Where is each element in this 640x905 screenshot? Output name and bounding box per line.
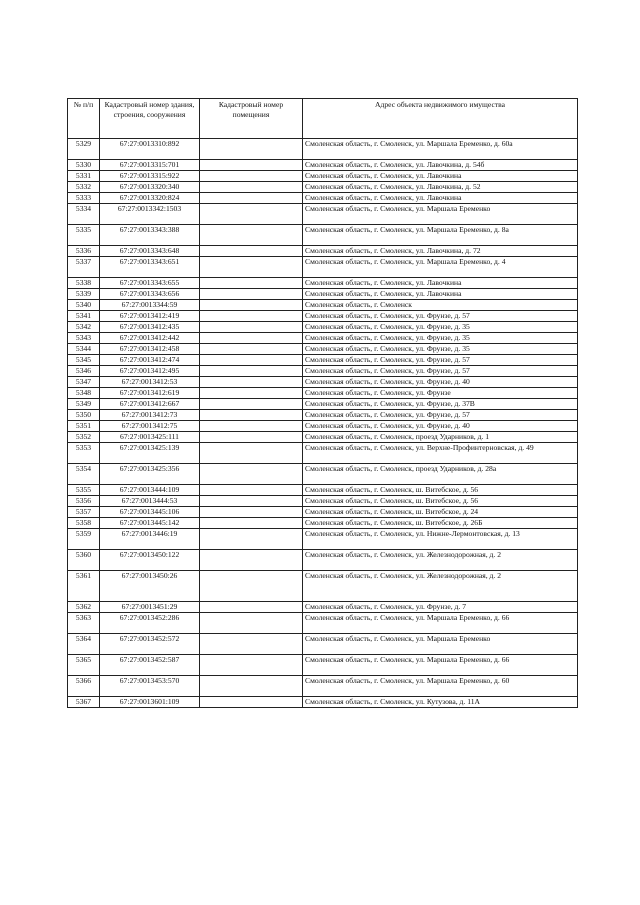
property-address: Смоленская область, г. Смоленск, ул. Фрунзе, д. 35 bbox=[303, 344, 578, 355]
table-row bbox=[68, 421, 578, 432]
property-address: Смоленская область, г. Смоленск, ул. Лавочкина, д. 54б bbox=[303, 160, 578, 171]
property-address: Смоленская область, г. Смоленск, ул. Лавочкина, д. 72 bbox=[303, 246, 578, 257]
property-address: Смоленская область, г. Смоленск, ул. Фрунзе, д. 37В bbox=[303, 399, 578, 410]
building-cadastral-number: 67:27:0013601:109 bbox=[100, 697, 200, 708]
premises-cadastral-number bbox=[200, 507, 303, 518]
premises-cadastral-number bbox=[200, 388, 303, 399]
table-row bbox=[68, 388, 578, 399]
property-address: Смоленская область, г. Смоленск, ул. Железнодорожная, д. 2 bbox=[303, 550, 578, 571]
property-address: Смоленская область, г. Смоленск, ул. Маршала Еременко bbox=[303, 634, 578, 655]
building-cadastral-number: 67:27:0013452:286 bbox=[100, 613, 200, 634]
row-number: 5340 bbox=[68, 300, 100, 311]
row-number: 5360 bbox=[68, 550, 100, 571]
premises-cadastral-number bbox=[200, 246, 303, 257]
row-number: 5336 bbox=[68, 246, 100, 257]
building-cadastral-number: 67:27:0013452:587 bbox=[100, 655, 200, 676]
row-number: 5365 bbox=[68, 655, 100, 676]
building-cadastral-number: 67:27:0013452:572 bbox=[100, 634, 200, 655]
property-address: Смоленская область, г. Смоленск, ул. Лавочкина bbox=[303, 278, 578, 289]
premises-cadastral-number bbox=[200, 160, 303, 171]
premises-cadastral-number bbox=[200, 443, 303, 464]
row-number: 5341 bbox=[68, 311, 100, 322]
premises-cadastral-number bbox=[200, 571, 303, 602]
table-row bbox=[68, 289, 578, 300]
premises-cadastral-number bbox=[200, 278, 303, 289]
property-address: Смоленская область, г. Смоленск, ул. Лавочкина, д. 52 bbox=[303, 182, 578, 193]
building-cadastral-number: 67:27:0013445:142 bbox=[100, 518, 200, 529]
row-number: 5361 bbox=[68, 571, 100, 602]
building-cadastral-number: 67:27:0013343:648 bbox=[100, 246, 200, 257]
property-address: Смоленская область, г. Смоленск, ул. Лавочкина bbox=[303, 171, 578, 182]
table-row bbox=[68, 550, 578, 571]
row-number: 5343 bbox=[68, 333, 100, 344]
table-body bbox=[68, 139, 578, 708]
premises-cadastral-number bbox=[200, 529, 303, 550]
building-cadastral-number: 67:27:0013412:474 bbox=[100, 355, 200, 366]
property-register-table bbox=[67, 98, 578, 708]
table-row bbox=[68, 464, 578, 485]
property-address: Смоленская область, г. Смоленск, ул. Фрунзе, д. 7 bbox=[303, 602, 578, 613]
table-row bbox=[68, 410, 578, 421]
premises-cadastral-number bbox=[200, 355, 303, 366]
property-address: Смоленская область, г. Смоленск, ул. Маршала Еременко, д. 60а bbox=[303, 139, 578, 160]
table-row bbox=[68, 311, 578, 322]
row-number: 5334 bbox=[68, 204, 100, 225]
property-address: Смоленская область, г. Смоленск, ул. Фрунзе, д. 35 bbox=[303, 333, 578, 344]
premises-cadastral-number bbox=[200, 399, 303, 410]
building-cadastral-number: 67:27:0013445:106 bbox=[100, 507, 200, 518]
property-address: Смоленская область, г. Смоленск, ул. Кутузова, д. 11А bbox=[303, 697, 578, 708]
header-address: Адрес объекта недвижимого имущества bbox=[303, 99, 578, 139]
property-address: Смоленская область, г. Смоленск, ул. Маршала Еременко, д. 8а bbox=[303, 225, 578, 246]
row-number: 5359 bbox=[68, 529, 100, 550]
building-cadastral-number: 67:27:0013412:619 bbox=[100, 388, 200, 399]
row-number: 5351 bbox=[68, 421, 100, 432]
table-row bbox=[68, 399, 578, 410]
header-number: № п/п bbox=[68, 99, 100, 139]
table-row bbox=[68, 257, 578, 278]
row-number: 5349 bbox=[68, 399, 100, 410]
premises-cadastral-number bbox=[200, 518, 303, 529]
property-address: Смоленская область, г. Смоленск, ул. Железнодорожная, д. 2 bbox=[303, 571, 578, 602]
building-cadastral-number: 67:27:0013412:53 bbox=[100, 377, 200, 388]
property-address: Смоленская область, г. Смоленск, ш. Витебское, д. 56 bbox=[303, 496, 578, 507]
property-address: Смоленская область, г. Смоленск, ул. Верхне-Профинтерновская, д. 49 bbox=[303, 443, 578, 464]
building-cadastral-number: 67:27:0013446:19 bbox=[100, 529, 200, 550]
table-row bbox=[68, 139, 578, 160]
table-row bbox=[68, 366, 578, 377]
building-cadastral-number: 67:27:0013310:892 bbox=[100, 139, 200, 160]
row-number: 5338 bbox=[68, 278, 100, 289]
row-number: 5353 bbox=[68, 443, 100, 464]
row-number: 5355 bbox=[68, 485, 100, 496]
building-cadastral-number: 67:27:0013342:1503 bbox=[100, 204, 200, 225]
row-number: 5350 bbox=[68, 410, 100, 421]
property-address: Смоленская область, г. Смоленск, ш. Витебское, д. 56 bbox=[303, 485, 578, 496]
building-cadastral-number: 67:27:0013412:435 bbox=[100, 322, 200, 333]
building-cadastral-number: 67:27:0013425:356 bbox=[100, 464, 200, 485]
table-row bbox=[68, 529, 578, 550]
row-number: 5332 bbox=[68, 182, 100, 193]
row-number: 5358 bbox=[68, 518, 100, 529]
premises-cadastral-number bbox=[200, 204, 303, 225]
header-premises-cadastral: Кадастровый номер помещения bbox=[200, 99, 303, 139]
property-address: Смоленская область, г. Смоленск, проезд Ударников, д. 28а bbox=[303, 464, 578, 485]
building-cadastral-number: 67:27:0013343:388 bbox=[100, 225, 200, 246]
row-number: 5352 bbox=[68, 432, 100, 443]
row-number: 5367 bbox=[68, 697, 100, 708]
property-address: Смоленская область, г. Смоленск, ул. Маршала Еременко, д. 66 bbox=[303, 613, 578, 634]
table-row bbox=[68, 171, 578, 182]
building-cadastral-number: 67:27:0013343:651 bbox=[100, 257, 200, 278]
row-number: 5363 bbox=[68, 613, 100, 634]
building-cadastral-number: 67:27:0013450:26 bbox=[100, 571, 200, 602]
table-row bbox=[68, 355, 578, 366]
building-cadastral-number: 67:27:0013344:59 bbox=[100, 300, 200, 311]
building-cadastral-number: 67:27:0013425:139 bbox=[100, 443, 200, 464]
property-address: Смоленская область, г. Смоленск, ул. Фрунзе, д. 57 bbox=[303, 366, 578, 377]
row-number: 5344 bbox=[68, 344, 100, 355]
table-row bbox=[68, 377, 578, 388]
property-address: Смоленская область, г. Смоленск bbox=[303, 300, 578, 311]
premises-cadastral-number bbox=[200, 697, 303, 708]
building-cadastral-number: 67:27:0013425:111 bbox=[100, 432, 200, 443]
building-cadastral-number: 67:27:0013412:458 bbox=[100, 344, 200, 355]
row-number: 5348 bbox=[68, 388, 100, 399]
property-address: Смоленская область, г. Смоленск, ул. Маршала Еременко, д. 4 bbox=[303, 257, 578, 278]
premises-cadastral-number bbox=[200, 300, 303, 311]
premises-cadastral-number bbox=[200, 464, 303, 485]
premises-cadastral-number bbox=[200, 485, 303, 496]
property-address: Смоленская область, г. Смоленск, ул. Фрунзе, д. 57 bbox=[303, 311, 578, 322]
building-cadastral-number: 67:27:0013320:824 bbox=[100, 193, 200, 204]
building-cadastral-number: 67:27:0013451:29 bbox=[100, 602, 200, 613]
table-row bbox=[68, 322, 578, 333]
building-cadastral-number: 67:27:0013450:122 bbox=[100, 550, 200, 571]
building-cadastral-number: 67:27:0013315:701 bbox=[100, 160, 200, 171]
table-row bbox=[68, 602, 578, 613]
building-cadastral-number: 67:27:0013444:53 bbox=[100, 496, 200, 507]
building-cadastral-number: 67:27:0013412:73 bbox=[100, 410, 200, 421]
property-address: Смоленская область, г. Смоленск, ул. Фрунзе, д. 40 bbox=[303, 377, 578, 388]
table-row bbox=[68, 676, 578, 697]
property-address: Смоленская область, г. Смоленск, проезд Ударников, д. 1 bbox=[303, 432, 578, 443]
row-number: 5342 bbox=[68, 322, 100, 333]
row-number: 5345 bbox=[68, 355, 100, 366]
table-header-row bbox=[68, 99, 578, 139]
row-number: 5366 bbox=[68, 676, 100, 697]
premises-cadastral-number bbox=[200, 289, 303, 300]
table-row bbox=[68, 344, 578, 355]
building-cadastral-number: 67:27:0013412:667 bbox=[100, 399, 200, 410]
property-address: Смоленская область, г. Смоленск, ул. Фрунзе, д. 57 bbox=[303, 410, 578, 421]
table-row bbox=[68, 697, 578, 708]
table-row bbox=[68, 193, 578, 204]
table-row bbox=[68, 655, 578, 676]
row-number: 5330 bbox=[68, 160, 100, 171]
table-row bbox=[68, 278, 578, 289]
premises-cadastral-number bbox=[200, 366, 303, 377]
table-row bbox=[68, 571, 578, 602]
property-address: Смоленская область, г. Смоленск, ул. Фрунзе bbox=[303, 388, 578, 399]
row-number: 5331 bbox=[68, 171, 100, 182]
row-number: 5357 bbox=[68, 507, 100, 518]
premises-cadastral-number bbox=[200, 550, 303, 571]
table-row bbox=[68, 182, 578, 193]
header-building-cadastral: Кадастровый номер здания, строения, сооружения bbox=[100, 99, 200, 139]
building-cadastral-number: 67:27:0013444:109 bbox=[100, 485, 200, 496]
table-row bbox=[68, 634, 578, 655]
premises-cadastral-number bbox=[200, 311, 303, 322]
premises-cadastral-number bbox=[200, 344, 303, 355]
row-number: 5339 bbox=[68, 289, 100, 300]
premises-cadastral-number bbox=[200, 333, 303, 344]
premises-cadastral-number bbox=[200, 193, 303, 204]
premises-cadastral-number bbox=[200, 139, 303, 160]
premises-cadastral-number bbox=[200, 410, 303, 421]
table-row bbox=[68, 160, 578, 171]
premises-cadastral-number bbox=[200, 257, 303, 278]
table-row bbox=[68, 333, 578, 344]
building-cadastral-number: 67:27:0013453:570 bbox=[100, 676, 200, 697]
table-row bbox=[68, 507, 578, 518]
table-row bbox=[68, 613, 578, 634]
row-number: 5329 bbox=[68, 139, 100, 160]
premises-cadastral-number bbox=[200, 322, 303, 333]
property-address: Смоленская область, г. Смоленск, ул. Фрунзе, д. 35 bbox=[303, 322, 578, 333]
row-number: 5333 bbox=[68, 193, 100, 204]
row-number: 5354 bbox=[68, 464, 100, 485]
property-address: Смоленская область, г. Смоленск, ул. Лавочкина bbox=[303, 193, 578, 204]
premises-cadastral-number bbox=[200, 655, 303, 676]
property-address: Смоленская область, г. Смоленск, ул. Маршала Еременко, д. 66 bbox=[303, 655, 578, 676]
property-address: Смоленская область, г. Смоленск, ул. Фрунзе, д. 57 bbox=[303, 355, 578, 366]
property-address: Смоленская область, г. Смоленск, ул. Маршала Еременко, д. 60 bbox=[303, 676, 578, 697]
premises-cadastral-number bbox=[200, 602, 303, 613]
table-row bbox=[68, 518, 578, 529]
building-cadastral-number: 67:27:0013412:495 bbox=[100, 366, 200, 377]
premises-cadastral-number bbox=[200, 377, 303, 388]
premises-cadastral-number bbox=[200, 182, 303, 193]
building-cadastral-number: 67:27:0013343:656 bbox=[100, 289, 200, 300]
property-address: Смоленская область, г. Смоленск, ул. Лавочкина bbox=[303, 289, 578, 300]
table-row bbox=[68, 485, 578, 496]
property-address: Смоленская область, г. Смоленск, ул. Маршала Еременко bbox=[303, 204, 578, 225]
building-cadastral-number: 67:27:0013320:340 bbox=[100, 182, 200, 193]
row-number: 5347 bbox=[68, 377, 100, 388]
row-number: 5337 bbox=[68, 257, 100, 278]
table-row bbox=[68, 432, 578, 443]
property-address: Смоленская область, г. Смоленск, ш. Витебское, д. 24 bbox=[303, 507, 578, 518]
premises-cadastral-number bbox=[200, 634, 303, 655]
premises-cadastral-number bbox=[200, 496, 303, 507]
table-row bbox=[68, 204, 578, 225]
building-cadastral-number: 67:27:0013412:442 bbox=[100, 333, 200, 344]
building-cadastral-number: 67:27:0013412:419 bbox=[100, 311, 200, 322]
premises-cadastral-number bbox=[200, 225, 303, 246]
property-address: Смоленская область, г. Смоленск, ш. Витебское, д. 26Б bbox=[303, 518, 578, 529]
premises-cadastral-number bbox=[200, 613, 303, 634]
table-row bbox=[68, 300, 578, 311]
table-row bbox=[68, 225, 578, 246]
table-row bbox=[68, 443, 578, 464]
row-number: 5364 bbox=[68, 634, 100, 655]
row-number: 5346 bbox=[68, 366, 100, 377]
row-number: 5356 bbox=[68, 496, 100, 507]
property-address: Смоленская область, г. Смоленск, ул. Фрунзе, д. 40 bbox=[303, 421, 578, 432]
row-number: 5335 bbox=[68, 225, 100, 246]
building-cadastral-number: 67:27:0013315:922 bbox=[100, 171, 200, 182]
row-number: 5362 bbox=[68, 602, 100, 613]
table-row bbox=[68, 246, 578, 257]
premises-cadastral-number bbox=[200, 171, 303, 182]
building-cadastral-number: 67:27:0013412:75 bbox=[100, 421, 200, 432]
premises-cadastral-number bbox=[200, 432, 303, 443]
premises-cadastral-number bbox=[200, 676, 303, 697]
table-row bbox=[68, 496, 578, 507]
premises-cadastral-number bbox=[200, 421, 303, 432]
building-cadastral-number: 67:27:0013343:655 bbox=[100, 278, 200, 289]
property-address: Смоленская область, г. Смоленск, ул. Нижне-Лермонтовская, д. 13 bbox=[303, 529, 578, 550]
